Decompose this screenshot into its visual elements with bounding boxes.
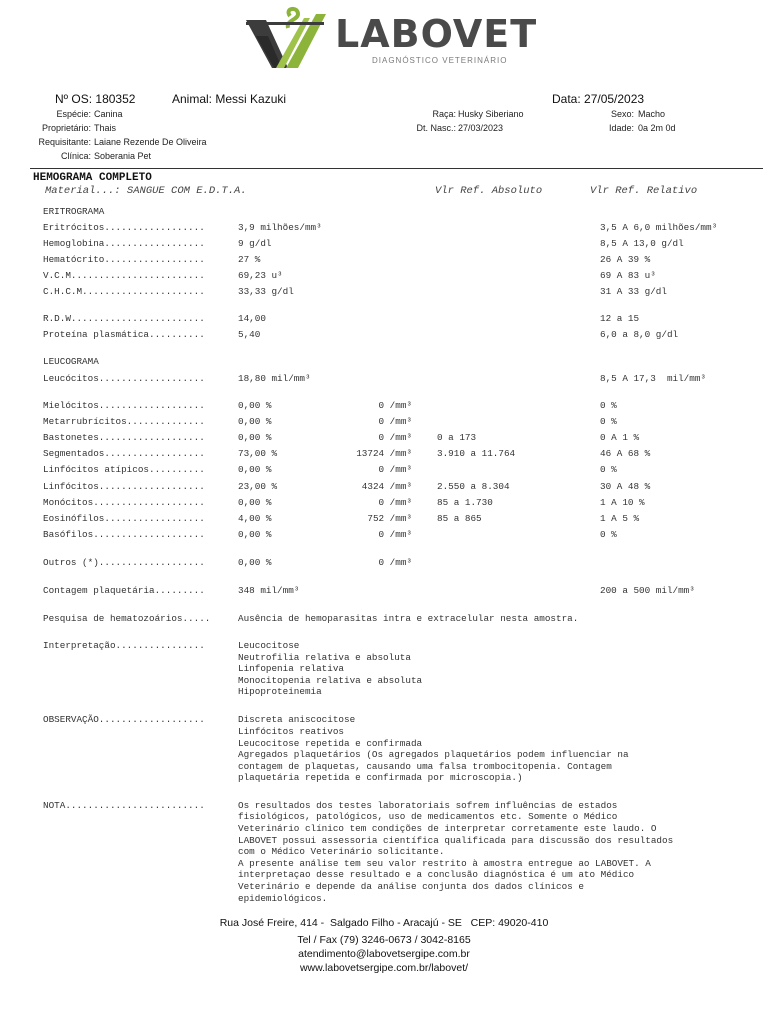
outros-pct: 0,00 % xyxy=(238,557,272,568)
diff-ref-rel: 0 % xyxy=(600,464,617,475)
result-ref: 6,0 a 8,0 g/dl xyxy=(600,329,679,340)
footer-phone: Tel / Fax (79) 3246-0673 / 3042-8165 xyxy=(297,934,471,946)
result-value: 3,9 milhões/mm³ xyxy=(238,222,322,233)
observacao-line: Leucocitose repetida e confirmada xyxy=(238,738,423,749)
diff-abs: 0 /mm³ xyxy=(378,464,412,475)
section-eritrograma: ERITROGRAMA xyxy=(43,206,105,217)
nota-line: epidemiológicos. xyxy=(238,893,328,904)
diff-ref-rel: 0 % xyxy=(600,400,617,411)
diff-ref-abs: 85 a 865 xyxy=(437,513,482,524)
plaquetas-label: Contagem plaquetária......... xyxy=(43,585,205,596)
nota-line: A presente análise tem seu valor restrito à amostra entregue ao LABOVET. A xyxy=(238,858,651,869)
result-label: Eritrócitos.................. xyxy=(43,222,205,233)
diff-ref-rel: 1 A 10 % xyxy=(600,497,645,508)
result-ref: 8,5 A 13,0 g/dl xyxy=(600,238,684,249)
age-label: Idade: xyxy=(608,123,634,133)
interpretacao-line: Hipoproteinemia xyxy=(238,686,322,697)
diff-abs: 0 /mm³ xyxy=(378,529,412,540)
diff-abs: 0 /mm³ xyxy=(378,400,412,411)
diff-ref-rel: 46 A 68 % xyxy=(600,448,651,459)
result-value: 69,23 u³ xyxy=(238,270,283,281)
interpretacao-label: Interpretação................ xyxy=(43,640,205,651)
diff-pct: 0,00 % xyxy=(238,464,272,475)
observacao-line: Discreta aniscocitose xyxy=(238,714,356,725)
diff-label: Monócitos.................... xyxy=(43,497,205,508)
report-title: HEMOGRAMA COMPLETO xyxy=(33,172,152,184)
result-ref: 31 A 33 g/dl xyxy=(600,286,667,297)
diff-ref-abs: 85 a 1.730 xyxy=(437,497,493,508)
hematozoarios-value: Ausência de hemoparasitas intra e extracelular nesta amostra. xyxy=(238,613,579,624)
leucocitos-value: 18,80 mil/mm³ xyxy=(238,373,311,384)
result-value: 27 % xyxy=(238,254,261,265)
diff-pct: 0,00 % xyxy=(238,529,272,540)
section-leucograma: LEUCOGRAMA xyxy=(43,356,99,367)
nota-line: Os resultados dos testes laboratoriais sofrem influências de estados xyxy=(238,800,618,811)
species-value: Canina xyxy=(94,109,123,119)
diff-ref-rel: 0 % xyxy=(600,529,617,540)
brand-name: LABOVET xyxy=(335,12,538,56)
os-number: Nº OS: 180352 xyxy=(55,92,136,106)
diff-label: Metarrubrícitos.............. xyxy=(43,416,205,427)
requester-value: Laiane Rezende De Oliveira xyxy=(94,137,207,147)
footer-address: Rua José Freire, 414 - Salgado Filho - Aracajú - SE CEP: 49020-410 xyxy=(219,917,549,929)
owner-label: Proprietário: xyxy=(41,123,91,133)
diff-abs: 752 /mm³ xyxy=(367,513,412,524)
animal-name: Animal: Messi Kazuki xyxy=(172,92,287,106)
result-label: Hemoglobina.................. xyxy=(43,238,205,249)
diff-pct: 0,00 % xyxy=(238,497,272,508)
outros-abs: 0 /mm³ xyxy=(378,557,412,568)
material-line: Material...: SANGUE COM E.D.T.A. xyxy=(45,185,247,197)
diff-pct: 0,00 % xyxy=(238,432,272,443)
interpretacao-line: Neutrofilia relativa e absoluta xyxy=(238,652,411,663)
clinic-label: Clínica: xyxy=(60,151,91,161)
nota-line: LABOVET possui assessoria científica qualificada para discussão dos resultados xyxy=(238,835,674,846)
result-value: 33,33 g/dl xyxy=(238,286,294,297)
ref-relative-header: Vlr Ref. Relativo xyxy=(590,185,698,197)
diff-label: Segmentados.................. xyxy=(43,448,205,459)
diff-pct: 23,00 % xyxy=(238,481,278,492)
interpretacao-line: Monocitopenia relativa e absoluta xyxy=(238,675,423,686)
diff-label: Bastonetes................... xyxy=(43,432,205,443)
observacao-line: contagem de plaquetas, causando uma falsa trombocitopenia. Contagem xyxy=(238,761,612,772)
nota-label: NOTA......................... xyxy=(43,800,205,811)
breed-label: Raça: xyxy=(432,109,456,119)
sex-label: Sexo: xyxy=(610,109,634,119)
hematozoarios-label: Pesquisa de hematozoários..... xyxy=(43,613,211,624)
diff-abs: 0 /mm³ xyxy=(378,432,412,443)
result-label: Proteína plasmática.......... xyxy=(43,329,205,340)
result-label: Hematócrito.................. xyxy=(43,254,205,265)
header-divider xyxy=(30,168,763,169)
diff-pct: 0,00 % xyxy=(238,416,272,427)
diff-ref-abs: 3.910 a 11.764 xyxy=(437,448,516,459)
footer-email[interactable]: atendimento@labovetsergipe.com.br xyxy=(298,948,470,960)
footer-website[interactable]: www.labovetsergipe.com.br/labovet/ xyxy=(299,962,469,974)
result-label: C.H.C.M...................... xyxy=(43,286,205,297)
observacao-label: OBSERVAÇÃO................... xyxy=(43,714,205,725)
nota-line: interpretaçao desse resultado e a conclusão diagnóstica é um ato Médico xyxy=(238,869,635,880)
nota-line: Veterinário e depende da análise conjunta dos dados clínicos e xyxy=(238,881,584,892)
observacao-line: plaquetária repetida e confirmada por microscopia.) xyxy=(238,772,523,783)
result-value: 5,40 xyxy=(238,329,261,340)
diff-ref-rel: 1 A 5 % xyxy=(600,513,640,524)
diff-abs: 0 /mm³ xyxy=(378,416,412,427)
result-label: V.C.M........................ xyxy=(43,270,205,281)
result-ref: 3,5 A 6,0 milhões/mm³ xyxy=(600,222,718,233)
age-value: 0a 2m 0d xyxy=(638,123,676,133)
diff-abs: 0 /mm³ xyxy=(378,497,412,508)
outros-label: Outros (*)................... xyxy=(43,557,205,568)
result-ref: 69 A 83 u³ xyxy=(600,270,656,281)
diff-ref-abs: 2.550 a 8.304 xyxy=(437,481,510,492)
owner-value: Thais xyxy=(94,123,117,133)
diff-pct: 0,00 % xyxy=(238,400,272,411)
clinic-value: Soberania Pet xyxy=(94,151,152,161)
diff-ref-abs: 0 a 173 xyxy=(437,432,477,443)
nota-line: Veterinário clínico tem condições de interpretar corretamente este laudo. O xyxy=(238,823,657,834)
brand-subtitle: DIAGNÓSTICO VETERINÁRIO xyxy=(372,56,508,65)
diff-abs: 4324 /mm³ xyxy=(361,481,412,492)
nota-line: fisiológicos, patológicos, uso de medicamentos etc. Somente o Médico xyxy=(238,811,618,822)
requester-label: Requisitante: xyxy=(38,137,91,147)
result-label: R.D.W........................ xyxy=(43,313,205,324)
diff-label: Linfócitos atípicos.......... xyxy=(43,464,205,475)
species-label: Espécie: xyxy=(56,109,91,119)
result-ref: 26 A 39 % xyxy=(600,254,651,265)
diff-label: Linfócitos................... xyxy=(43,481,205,492)
result-value: 9 g/dl xyxy=(238,238,272,249)
plaquetas-ref: 200 a 500 mil/mm³ xyxy=(600,585,695,596)
diff-ref-rel: 30 A 48 % xyxy=(600,481,651,492)
leucocitos-label: Leucócitos................... xyxy=(43,373,205,384)
ref-absolute-header: Vlr Ref. Absoluto xyxy=(435,185,543,197)
result-ref: 12 a 15 xyxy=(600,313,640,324)
diff-pct: 4,00 % xyxy=(238,513,272,524)
diff-label: Eosinófilos.................. xyxy=(43,513,205,524)
observacao-line: Linfócitos reativos xyxy=(238,726,345,737)
result-value: 14,00 xyxy=(238,313,266,324)
diff-label: Basófilos.................... xyxy=(43,529,205,540)
diff-abs: 13724 /mm³ xyxy=(356,448,412,459)
interpretacao-line: Leucocitose xyxy=(238,640,300,651)
leucocitos-ref: 8,5 A 17,3 mil/mm³ xyxy=(600,373,707,384)
diff-label: Mielócitos................... xyxy=(43,400,205,411)
observacao-line: Agregados plaquetários (Os agregados plaquetários podem influenciar na xyxy=(238,749,629,760)
nota-line: com o Médico Veterinário solicitante. xyxy=(238,846,445,857)
birth-label: Dt. Nasc.: xyxy=(416,123,456,133)
interpretacao-line: Linfopenia relativa xyxy=(238,663,345,674)
plaquetas-value: 348 mil/mm³ xyxy=(238,585,300,596)
diff-pct: 73,00 % xyxy=(238,448,278,459)
diff-ref-rel: 0 % xyxy=(600,416,617,427)
diff-ref-rel: 0 A 1 % xyxy=(600,432,640,443)
breed-value: Husky Siberiano xyxy=(458,109,524,119)
sex-value: Macho xyxy=(638,109,666,119)
birth-value: 27/03/2023 xyxy=(458,123,504,133)
report-date: Data: 27/05/2023 xyxy=(552,92,645,106)
